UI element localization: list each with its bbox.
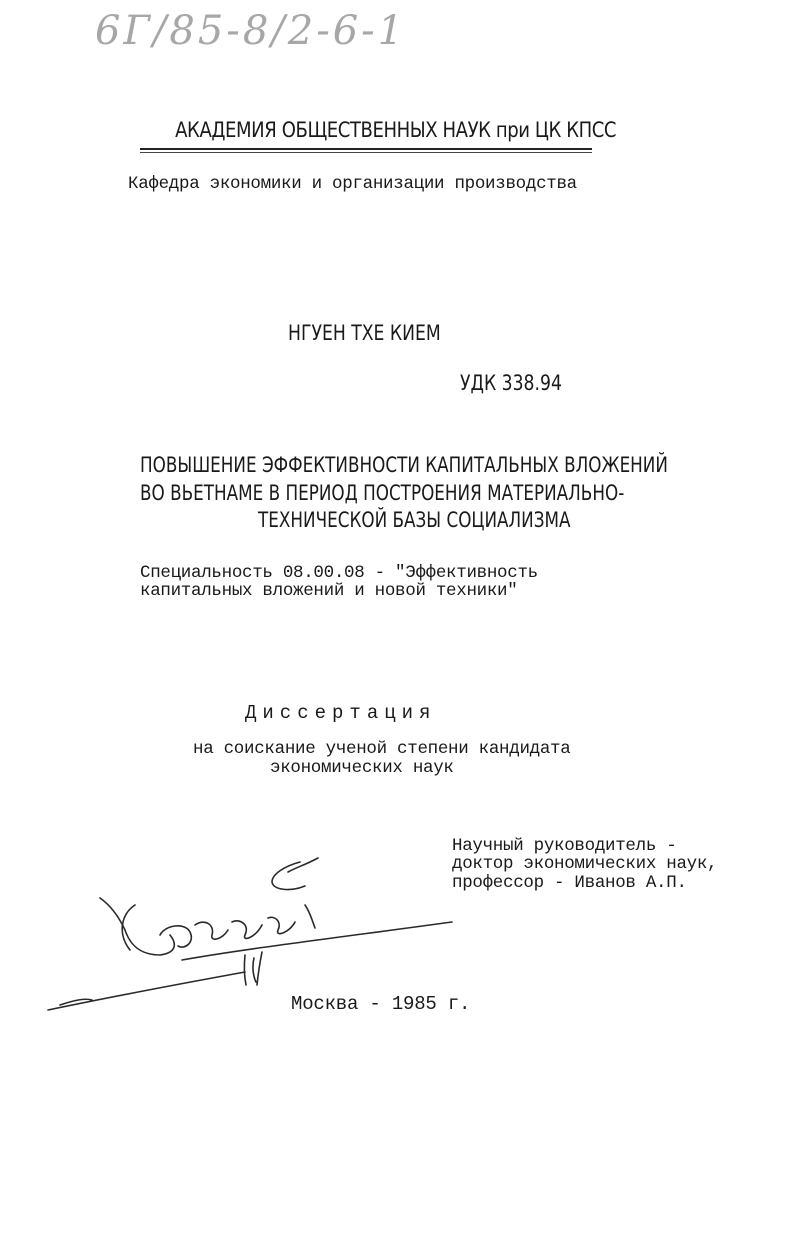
supervisor-line-2: доктор экономических наук, (452, 854, 718, 874)
supervisor-line-3: профессор - Иванов А.П. (452, 873, 687, 893)
place-and-year: Москва - 1985 г. (291, 993, 471, 1015)
degree-line-2: экономических наук (270, 758, 454, 778)
specialty-line-2: капитальных вложений и новой техники" (140, 581, 518, 601)
work-type-heading: Диссертация (245, 702, 437, 724)
author-name: НГУЕН ТХЕ КИЕМ (288, 321, 441, 345)
udc-code: УДК 338.94 (460, 371, 562, 395)
title-line-2: ВО ВЬЕТНАМЕ В ПЕРИОД ПОСТРОЕНИЯ МАТЕРИАЛЬНО- (140, 481, 625, 505)
handwritten-archive-note: 6Г/85-8/2-6-1 (95, 8, 407, 54)
degree-line-1: на соискание ученой степени кандидата (193, 739, 571, 759)
supervisor-line-1: Научный руководитель - (452, 836, 677, 856)
title-line-3: ТЕХНИЧЕСКОЙ БАЗЫ СОЦИАЛИЗМА (258, 508, 571, 532)
department-name: Кафедра экономики и организации производства (128, 174, 577, 194)
title-line-1: ПОВЫШЕНИЕ ЭФФЕКТИВНОСТИ КАПИТАЛЬНЫХ ВЛОЖЕНИЙ (140, 453, 668, 477)
specialty-line-1: Специальность 08.00.08 - "Эффективность (140, 563, 538, 583)
institution-name: АКАДЕМИЯ ОБЩЕСТВЕННЫХ НАУК при ЦК КПСС (175, 118, 617, 142)
